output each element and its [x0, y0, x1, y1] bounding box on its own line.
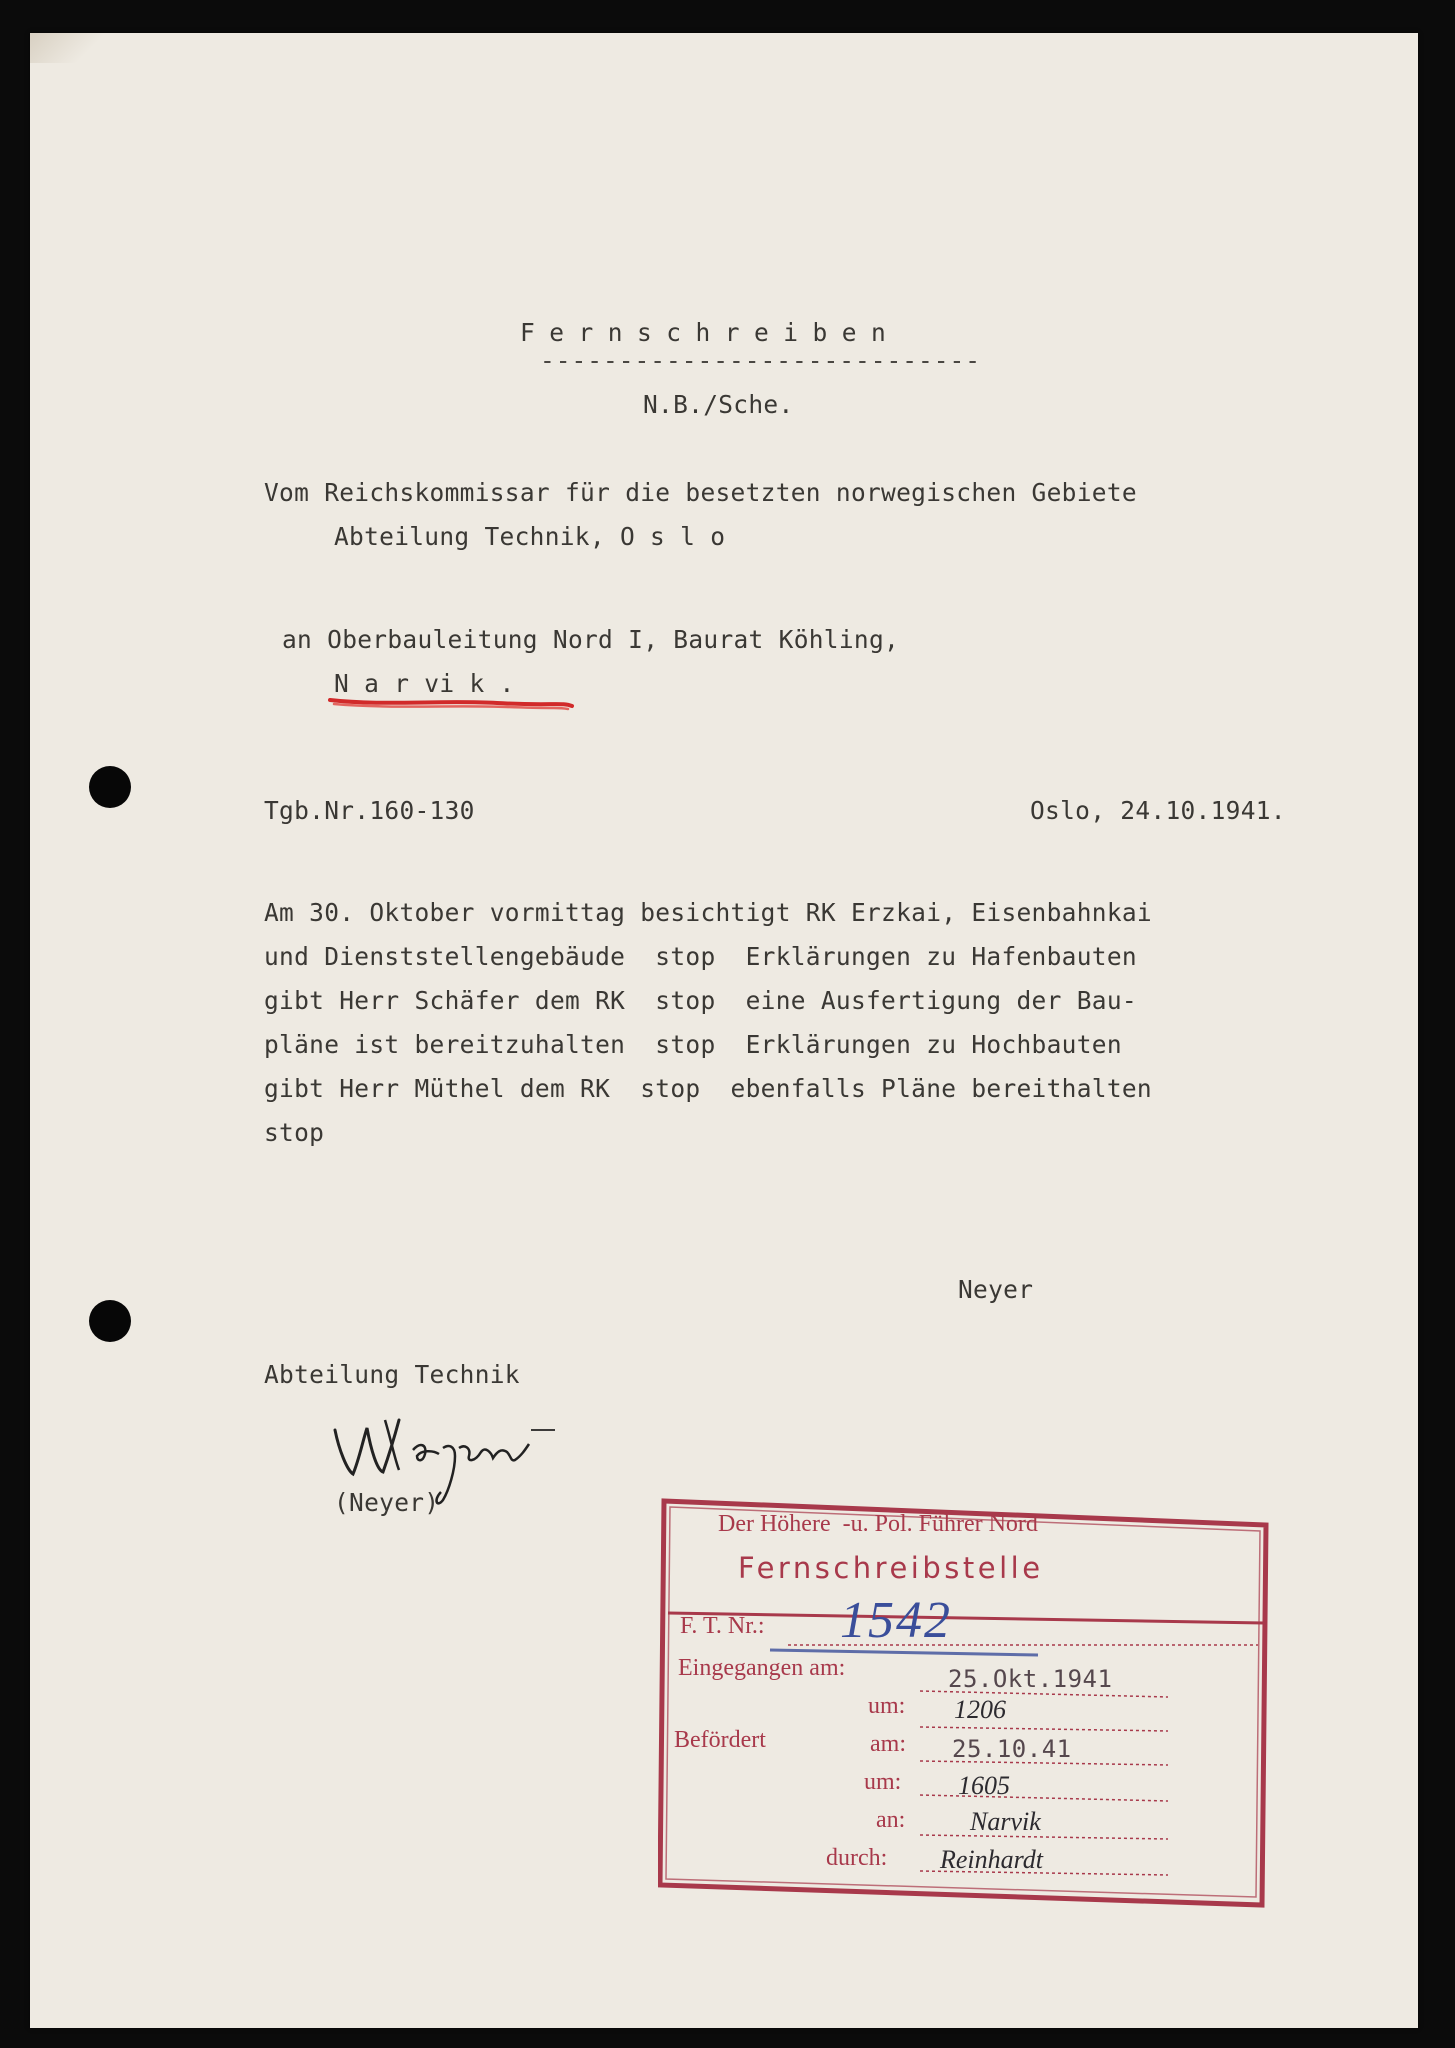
recipient-line-2: N a r vi k . — [334, 669, 515, 698]
recipient-value: Narvik — [970, 1807, 1041, 1836]
typed-signer-name: Neyer — [958, 1275, 1034, 1304]
sender-line-2: Abteilung Technik, O s l o — [334, 522, 726, 551]
punch-hole-top — [89, 766, 131, 808]
receipt-stamp — [658, 1495, 1270, 1913]
signer-name-parenthesized: (Neyer) — [334, 1488, 440, 1517]
ft-number-label: F. T. Nr.: — [680, 1613, 765, 1639]
worn-corner — [30, 33, 110, 63]
recipient-line-1: an Oberbauleitung Nord I, Baurat Köhling, — [282, 625, 900, 654]
stamp-line-office: Fernschreibstelle — [738, 1551, 1044, 1585]
received-date-value: 25.Okt.1941 — [948, 1665, 1113, 1693]
stamp-line-authority: Der Höhere -u. Pol. Führer Nord — [718, 1511, 1038, 1537]
body-line: und Dienststellengebäude stop Erklärungen zu Hafenbauten — [264, 942, 1137, 971]
punch-hole-bottom — [89, 1300, 131, 1342]
journal-number: Tgb.Nr.160-130 — [264, 796, 475, 825]
reference-code: N.B./Sche. — [643, 390, 794, 419]
body-line: stop — [264, 1118, 325, 1147]
forwarded-time-value: 1605 — [958, 1771, 1010, 1800]
sender-line-1: Vom Reichskommissar für die besetzten norwegischen Gebiete — [264, 478, 1137, 507]
forwarded-date-value: 25.10.41 — [952, 1735, 1072, 1763]
body-line: Am 30. Oktober vormittag besichtigt RK Erzkai, Eisenbahnkai — [264, 898, 1152, 927]
operator-value: Reinhardt — [940, 1845, 1044, 1874]
operator-label: durch: — [826, 1845, 888, 1871]
forwarded-time-label: um: — [864, 1769, 902, 1795]
red-pencil-underline — [322, 690, 582, 720]
body-line: gibt Herr Müthel dem RK stop ebenfalls Pläne bereithalten — [264, 1074, 1152, 1103]
place-and-date: Oslo, 24.10.1941. — [1030, 796, 1286, 825]
received-time-label: um: — [868, 1693, 906, 1719]
forwarded-date-label: am: — [870, 1731, 906, 1757]
recipient-label: an: — [876, 1807, 906, 1833]
body-line: gibt Herr Schäfer dem RK stop eine Ausfertigung der Bau- — [264, 986, 1137, 1015]
forwarded-label: Befördert — [674, 1727, 766, 1753]
received-date-label: Eingegangen am: — [678, 1655, 846, 1681]
ft-number-value: 1542 — [840, 1592, 952, 1649]
body-line: pläne ist bereitzuhalten stop Erklärungen zu Hochbauten — [264, 1030, 1122, 1059]
document-title: Fernschreiben — [520, 318, 901, 347]
department-name: Abteilung Technik — [264, 1360, 520, 1389]
title-rule: ---------------------------- — [540, 346, 982, 375]
received-time-value: 1206 — [954, 1695, 1006, 1724]
